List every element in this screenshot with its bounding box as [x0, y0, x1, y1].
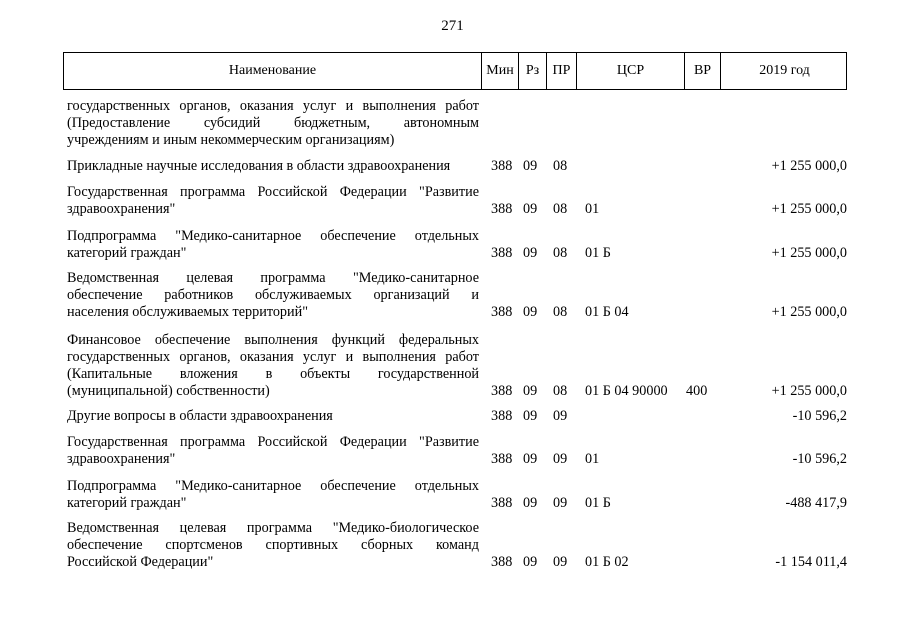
- row-pr: 08: [553, 383, 568, 399]
- row-csr: 01 Б 04 90000: [585, 383, 668, 399]
- row-name: [67, 434, 479, 468]
- row-name-line: государственных органов, оказания услуг и выполнения работ: [67, 98, 479, 114]
- row-rz: 09: [523, 383, 538, 399]
- table-row: [0, 408, 905, 425]
- row-name-line: учреждениям и иным некоммерческим организациям): [67, 132, 395, 148]
- row-rz: 09: [523, 245, 538, 261]
- row-name-line: здравоохранения": [67, 201, 176, 217]
- row-name-line: Прикладные научные исследования в области здравоохранения: [67, 158, 451, 174]
- row-csr: 01 Б 04: [585, 304, 629, 320]
- row-min: 388: [491, 304, 513, 320]
- header-csr: ЦСР: [577, 53, 685, 89]
- header-rz: Рз: [519, 53, 547, 89]
- row-amount: -488 417,9: [785, 495, 847, 511]
- row-name: [67, 332, 479, 400]
- row-pr: 08: [553, 201, 568, 217]
- row-name: [67, 408, 479, 425]
- row-name-line: Государственная программа Российской Федерации "Развитие: [67, 184, 479, 200]
- header-year: 2019 год: [759, 63, 810, 78]
- row-amount: -1 154 011,4: [775, 554, 847, 570]
- row-amount: +1 255 000,0: [771, 201, 847, 217]
- row-name-line: Ведомственная целевая программа "Медико-санитарное: [67, 270, 479, 286]
- row-pr: 09: [553, 495, 568, 511]
- header-name: Наименование: [64, 53, 482, 89]
- row-pr: 08: [553, 245, 568, 261]
- row-name: [67, 184, 479, 218]
- table-row: [0, 434, 905, 468]
- row-name-line: здравоохранения": [67, 451, 176, 467]
- row-min: 388: [491, 383, 513, 399]
- row-name: [67, 520, 479, 571]
- row-min: 388: [491, 408, 513, 424]
- row-pr: 09: [553, 408, 568, 424]
- row-name-line: категорий граждан": [67, 245, 187, 261]
- row-min: 388: [491, 451, 513, 467]
- row-name: [67, 478, 479, 512]
- row-amount: +1 255 000,0: [771, 304, 847, 320]
- row-min: 388: [491, 245, 513, 261]
- row-csr: 01 Б: [585, 495, 611, 511]
- row-amount: -10 596,2: [792, 451, 847, 467]
- row-rz: 09: [523, 495, 538, 511]
- table-row: [0, 520, 905, 571]
- table-header: [63, 52, 847, 90]
- row-name-line: обеспечение работников обслуживаемых организаций и: [67, 287, 479, 303]
- row-min: 388: [491, 158, 513, 174]
- row-name: [67, 98, 479, 149]
- row-csr: 01 Б: [585, 245, 611, 261]
- row-amount: +1 255 000,0: [771, 383, 847, 399]
- table-row: [0, 184, 905, 218]
- row-rz: 09: [523, 408, 538, 424]
- table-row: [0, 332, 905, 400]
- row-name-line: (Предоставление субсидий бюджетным, автономным: [67, 115, 479, 131]
- row-min: 388: [491, 554, 513, 570]
- row-name-line: Ведомственная целевая программа "Медико-биологическое: [67, 520, 479, 536]
- row-name-line: категорий граждан": [67, 495, 187, 511]
- row-name-line: (Капитальные вложения в объекты государственной: [67, 366, 479, 382]
- table-row: [0, 478, 905, 512]
- row-rz: 09: [523, 554, 538, 570]
- row-name-line: (муниципальной) собственности): [67, 383, 270, 399]
- row-rz: 09: [523, 201, 538, 217]
- row-name: [67, 158, 479, 175]
- row-name: [67, 228, 479, 262]
- table-row: [0, 270, 905, 321]
- row-rz: 09: [523, 451, 538, 467]
- row-rz: 09: [523, 158, 538, 174]
- header-min: Мин: [482, 53, 519, 89]
- row-name-line: Финансовое обеспечение выполнения функций федеральных: [67, 332, 479, 348]
- row-csr: 01 Б 02: [585, 554, 629, 570]
- table-row: [0, 228, 905, 262]
- row-name-line: населения обслуживаемых территорий": [67, 304, 308, 320]
- row-pr: 08: [553, 304, 568, 320]
- row-csr: 01: [585, 201, 600, 217]
- row-amount: +1 255 000,0: [771, 245, 847, 261]
- row-name-line: обеспечение спортсменов спортивных сборных команд: [67, 537, 479, 553]
- table-row: [0, 98, 905, 149]
- row-name-line: Подпрограмма "Медико-санитарное обеспечение отдельных: [67, 478, 479, 494]
- row-amount: -10 596,2: [792, 408, 847, 424]
- row-name-line: Государственная программа Российской Федерации "Развитие: [67, 434, 479, 450]
- header-vr: ВР: [685, 53, 721, 89]
- row-name-line: государственных органов, оказания услуг и выполнения работ: [67, 349, 479, 365]
- table-row: [0, 158, 905, 175]
- row-min: 388: [491, 495, 513, 511]
- row-rz: 09: [523, 304, 538, 320]
- row-pr: 09: [553, 554, 568, 570]
- header-pr: ПР: [547, 53, 577, 89]
- row-name-line: Другие вопросы в области здравоохранения: [67, 408, 333, 424]
- row-vr: 400: [686, 383, 708, 399]
- row-pr: 09: [553, 451, 568, 467]
- row-csr: 01: [585, 451, 600, 467]
- row-amount: +1 255 000,0: [771, 158, 847, 174]
- row-min: 388: [491, 201, 513, 217]
- row-name: [67, 270, 479, 321]
- page-number: 271: [441, 18, 464, 34]
- row-name-line: Российской Федерации": [67, 554, 214, 570]
- row-name-line: Подпрограмма "Медико-санитарное обеспечение отдельных: [67, 228, 479, 244]
- row-pr: 08: [553, 158, 568, 174]
